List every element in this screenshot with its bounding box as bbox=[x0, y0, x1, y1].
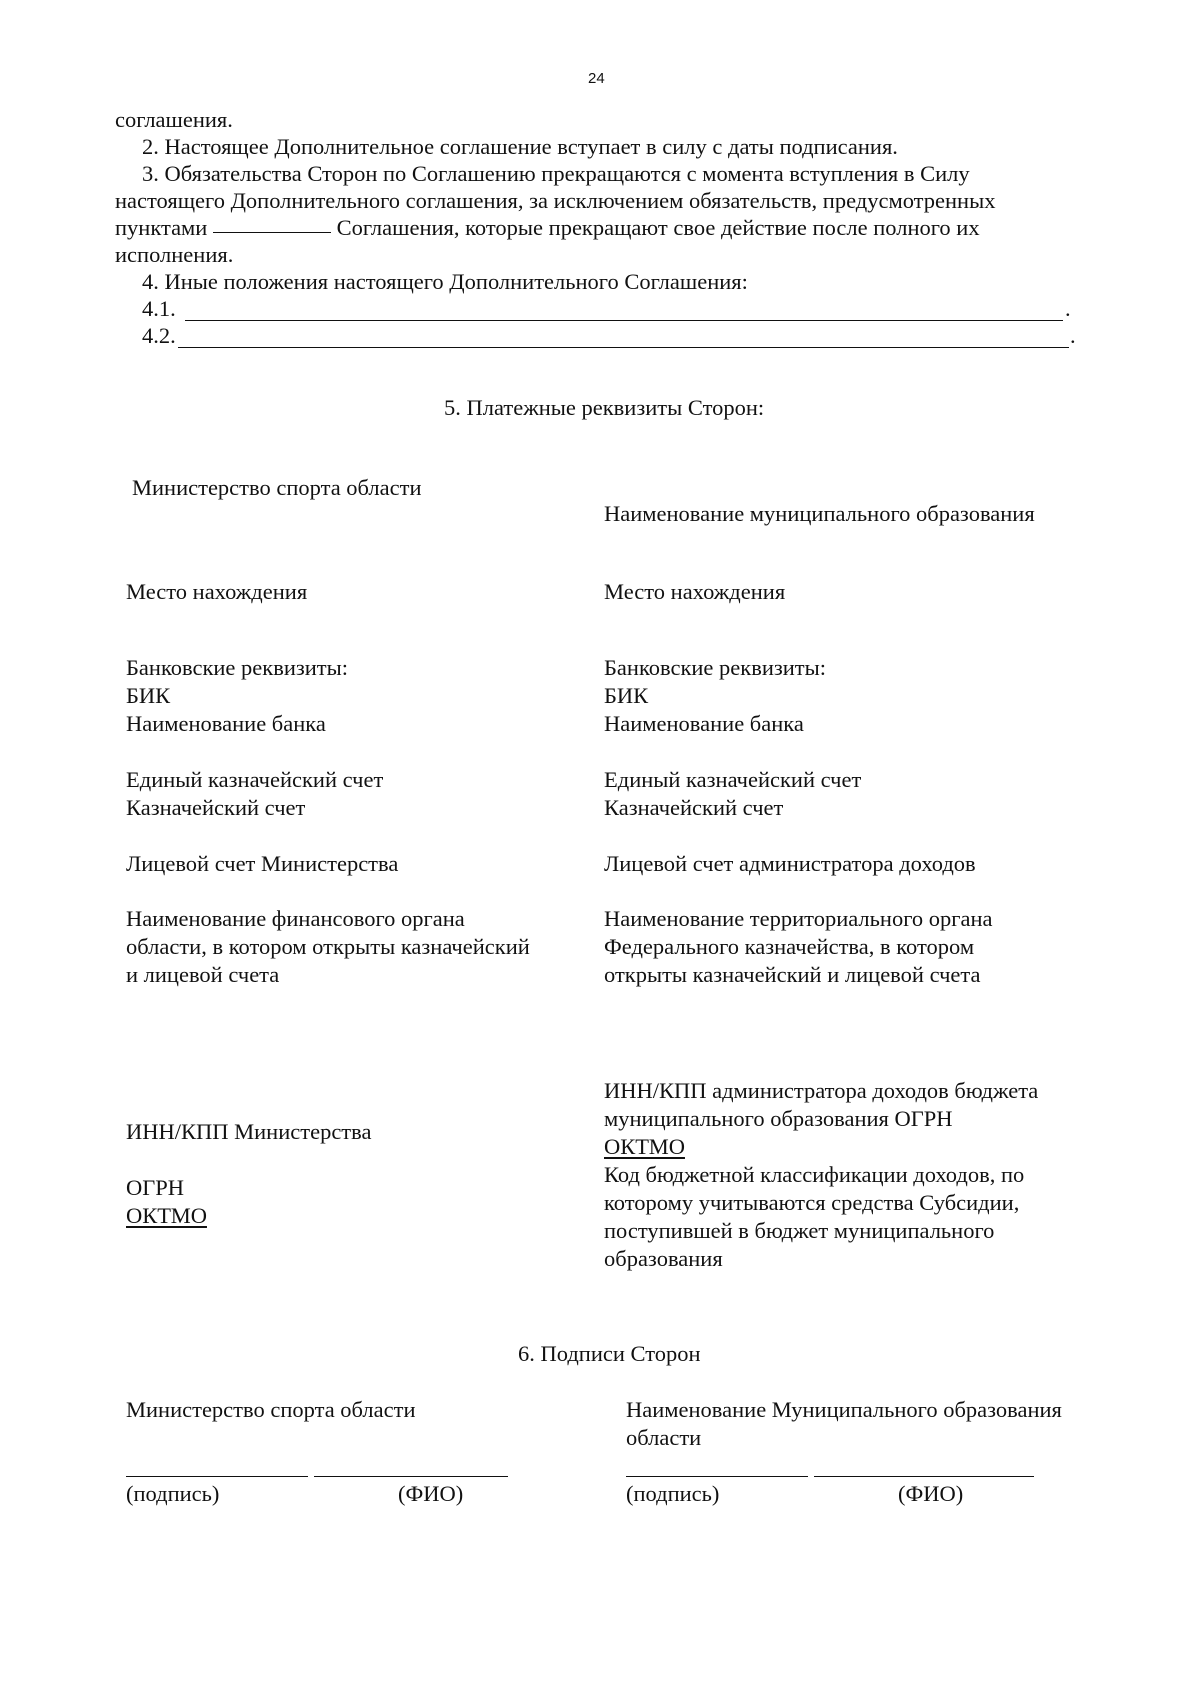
right-terr-organ-line-2: Федерального казначейства, в котором bbox=[604, 934, 975, 959]
section-5-title: 5. Платежные реквизиты Сторон: bbox=[444, 395, 765, 420]
left-location: Место нахождения bbox=[126, 579, 308, 604]
left-org-name: Министерство спорта области bbox=[132, 475, 422, 500]
right-kbk-line-1: Код бюджетной классификации доходов, по bbox=[604, 1162, 1025, 1187]
right-bik: БИК bbox=[604, 683, 649, 708]
left-inn-kpp: ИНН/КПП Министерства bbox=[126, 1119, 372, 1144]
right-bank-header: Банковские реквизиты: bbox=[604, 655, 827, 680]
clause-3-line-1: 3. Обязательства Сторон по Соглашению прекращаются с момента вступления в Силу bbox=[142, 161, 970, 186]
clause-3-line-4: исполнения. bbox=[115, 242, 234, 267]
clause-4-1-blank-line bbox=[185, 320, 1063, 321]
left-treasury-account: Казначейский счет bbox=[126, 795, 306, 820]
left-ogrn: ОГРН bbox=[126, 1175, 185, 1200]
clause-3-points-label: пунктами bbox=[115, 215, 208, 240]
clause-4: 4. Иные положения настоящего Дополнительного Соглашения: bbox=[142, 269, 748, 294]
clause-3-line-3-rest: Соглашения, которые прекращают свое действие после полного их bbox=[336, 215, 980, 240]
sign-right-org-line-1: Наименование Муниципального образования bbox=[626, 1397, 1062, 1422]
clause-4-1-label: 4.1. bbox=[142, 296, 176, 321]
clause-3-line-3 bbox=[115, 214, 980, 242]
right-kbk-line-4: образования bbox=[604, 1246, 723, 1271]
right-location: Место нахождения bbox=[604, 579, 786, 604]
clause-4-1-end: . bbox=[1065, 296, 1071, 321]
left-oktmo: ОКТМО bbox=[126, 1203, 207, 1228]
sign-left-fio-label: (ФИО) bbox=[398, 1481, 464, 1506]
right-org-name: Наименование муниципального образования bbox=[604, 501, 1035, 526]
left-fin-organ-line-2: области, в котором открыты казначейский bbox=[126, 934, 530, 959]
left-bank-name: Наименование банка bbox=[126, 711, 326, 736]
left-bank-header: Банковские реквизиты: bbox=[126, 655, 349, 680]
sign-right-signature-label: (подпись) bbox=[626, 1481, 720, 1506]
right-kbk-line-2: которому учитываются средства Субсидии, bbox=[604, 1190, 1020, 1215]
sign-right-fio-label: (ФИО) bbox=[898, 1481, 964, 1506]
clause-4-2-end: . bbox=[1070, 323, 1076, 348]
right-kbk-line-3: поступившей в бюджет муниципального bbox=[604, 1218, 995, 1243]
left-fin-organ-line-1: Наименование финансового органа bbox=[126, 906, 465, 931]
right-single-account: Единый казначейский счет bbox=[604, 767, 862, 792]
sign-left-signature-label: (подпись) bbox=[126, 1481, 220, 1506]
clause-4-2-blank-line bbox=[178, 347, 1069, 348]
right-bank-name: Наименование банка bbox=[604, 711, 804, 736]
intro-continuation: соглашения. bbox=[115, 107, 233, 132]
left-personal-account: Лицевой счет Министерства bbox=[126, 851, 399, 876]
left-bik: БИК bbox=[126, 683, 171, 708]
right-inn-kpp-line-1: ИНН/КПП администратора доходов бюджета bbox=[604, 1078, 1039, 1103]
sign-left-fio-line bbox=[314, 1476, 508, 1477]
left-single-account: Единый казначейский счет bbox=[126, 767, 384, 792]
left-fin-organ-line-3: и лицевой счета bbox=[126, 962, 280, 987]
right-personal-account: Лицевой счет администратора доходов bbox=[604, 851, 976, 876]
section-6-title: 6. Подписи Сторон bbox=[518, 1341, 701, 1366]
sign-left-org: Министерство спорта области bbox=[126, 1397, 416, 1422]
right-terr-organ-line-3: открыты казначейский и лицевой счета bbox=[604, 962, 981, 987]
sign-left-signature-line bbox=[126, 1476, 308, 1477]
right-terr-organ-line-1: Наименование территориального органа bbox=[604, 906, 993, 931]
clause-3-points-blank bbox=[213, 232, 331, 233]
clause-3-line-2: настоящего Дополнительного соглашения, за исключением обязательств, предусмотренных bbox=[115, 188, 996, 213]
sign-right-org-line-2: области bbox=[626, 1425, 702, 1450]
sign-right-signature-line bbox=[626, 1476, 808, 1477]
right-inn-kpp-line-2: муниципального образования ОГРН bbox=[604, 1106, 953, 1131]
right-oktmo: ОКТМО bbox=[604, 1134, 685, 1159]
clause-4-2-label: 4.2. bbox=[142, 323, 176, 348]
clause-2: 2. Настоящее Дополнительное соглашение вступает в силу с даты подписания. bbox=[142, 134, 898, 159]
page-number: 24 bbox=[588, 70, 605, 87]
sign-right-fio-line bbox=[814, 1476, 1034, 1477]
right-treasury-account: Казначейский счет bbox=[604, 795, 784, 820]
